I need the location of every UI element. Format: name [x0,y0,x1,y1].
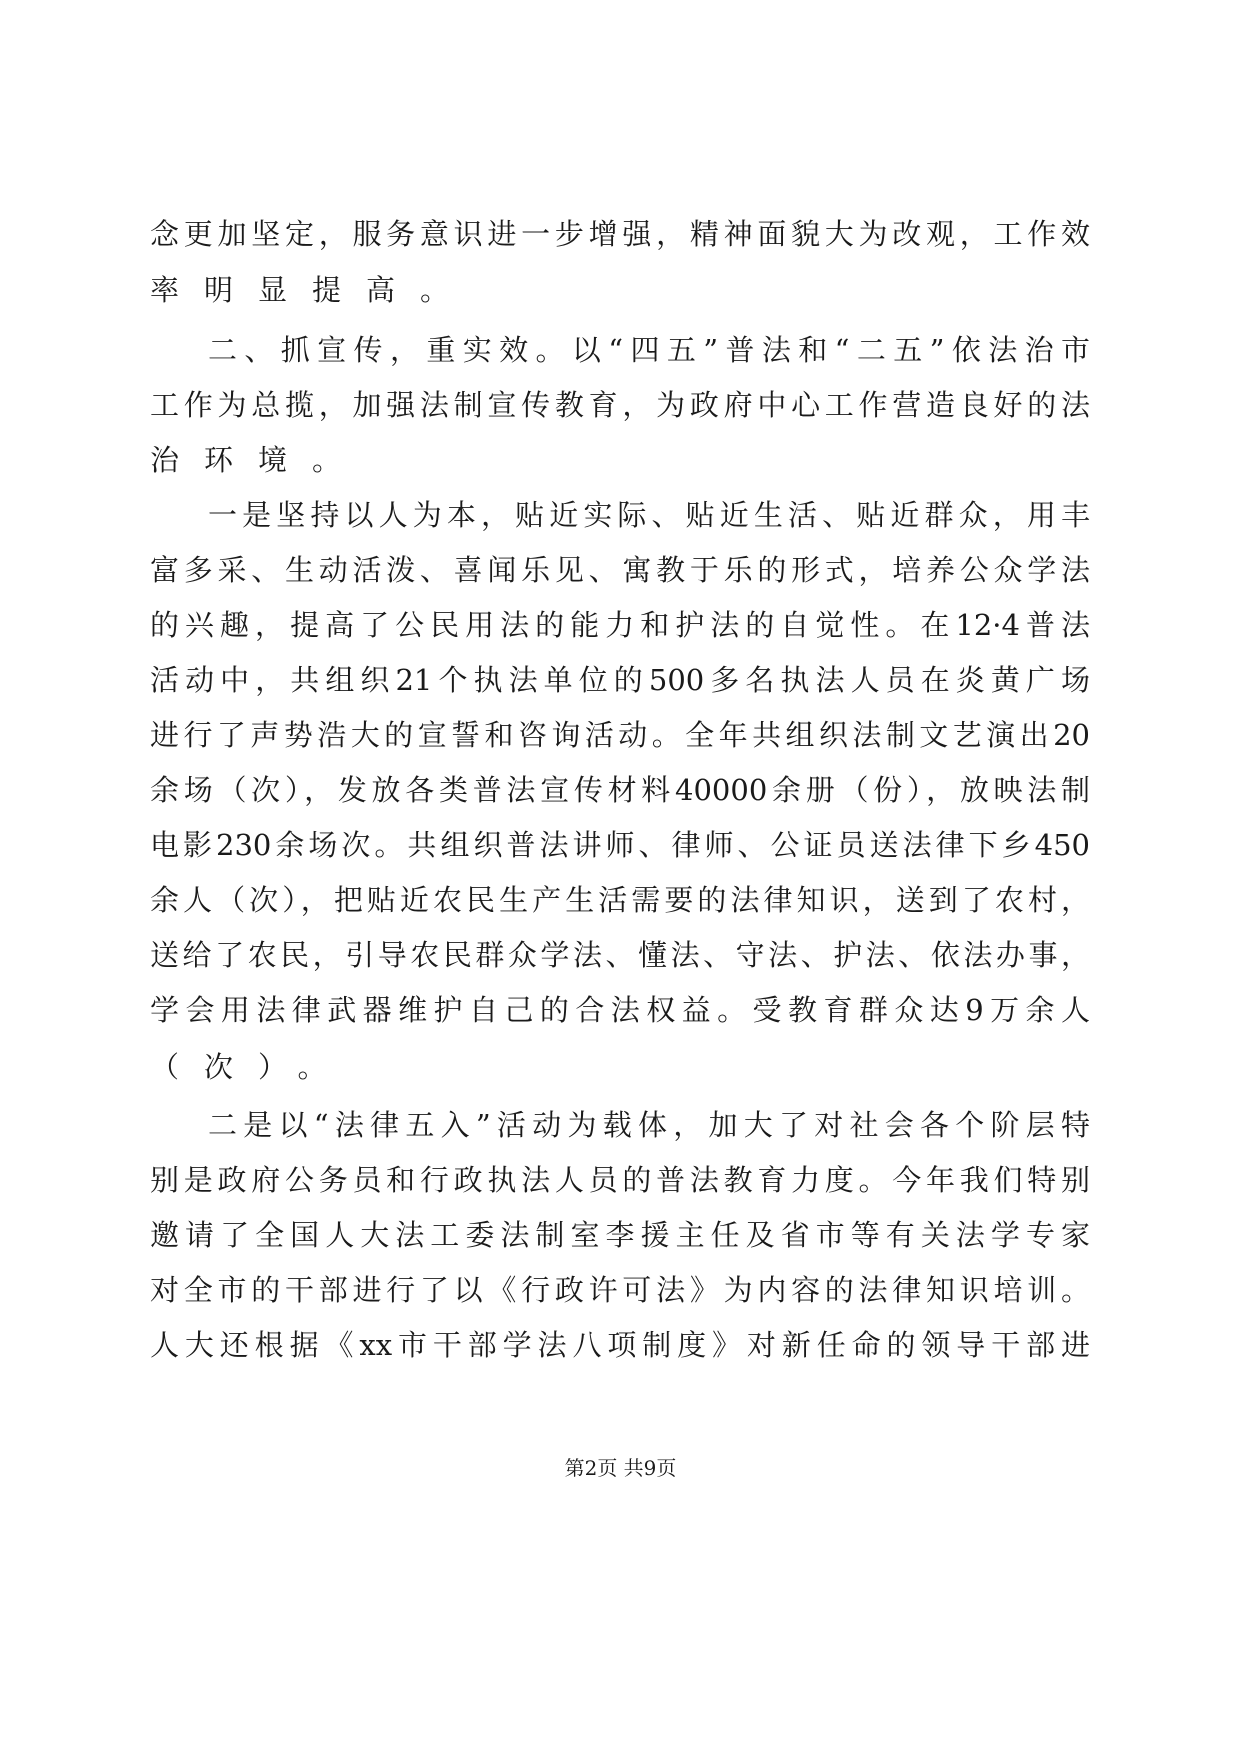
text-line: 二是以“法律五入”活动为载体，加大了对社会各个阶层特 [208,1108,1090,1142]
text-line: 别是政府公务员和行政执法人员的普法教育力度。今年我们特别 [150,1163,1090,1197]
text-line: 余场（次），发放各类普法宣传材料40000余册（份），放映法制 [150,773,1090,807]
text-line: 进行了声势浩大的宣誓和咨询活动。全年共组织法制文艺演出20 [150,718,1090,752]
page-number-footer: 第2页 共9页 [564,1456,677,1480]
text-line: 的兴趣，提高了公民用法的能力和护法的自觉性。在12·4普法 [150,608,1090,642]
text-line: 二、抓宣传，重实效。以“四五”普法和“二五”依法治市 [208,333,1090,367]
text-line: 人大还根据《xx市干部学法八项制度》对新任命的领导干部进 [150,1328,1090,1362]
text-line: （次）。 [150,1050,352,1084]
text-line: 一是坚持以人为本，贴近实际、贴近生活、贴近群众，用丰 [208,498,1090,532]
text-line: 电影230余场次。共组织普法讲师、律师、公证员送法律下乡450 [150,828,1090,862]
text-line: 富多采、生动活泼、喜闻乐见、寓教于乐的形式，培养公众学法 [150,553,1090,587]
text-line: 率明显提高。 [150,273,475,307]
text-line: 余人（次），把贴近农民生产生活需要的法律知识，送到了农村， [150,883,1090,917]
text-line: 对全市的干部进行了以《行政许可法》为内容的法律知识培训。 [150,1273,1090,1307]
text-line: 念更加坚定，服务意识进一步增强，精神面貌大为改观，工作效 [150,217,1090,251]
text-line: 活动中，共组织21个执法单位的500多名执法人员在炎黄广场 [150,663,1090,697]
text-line: 治环境。 [150,443,367,477]
text-line: 邀请了全国人大法工委法制室李援主任及省市等有关法学专家 [150,1218,1090,1252]
text-line: 送给了农民，引导农民群众学法、懂法、守法、护法、依法办事， [150,938,1090,972]
text-line: 学会用法律武器维护自己的合法权益。受教育群众达9万余人 [150,993,1090,1027]
text-line: 工作为总揽，加强法制宣传教育，为政府中心工作营造良好的法 [150,388,1090,422]
